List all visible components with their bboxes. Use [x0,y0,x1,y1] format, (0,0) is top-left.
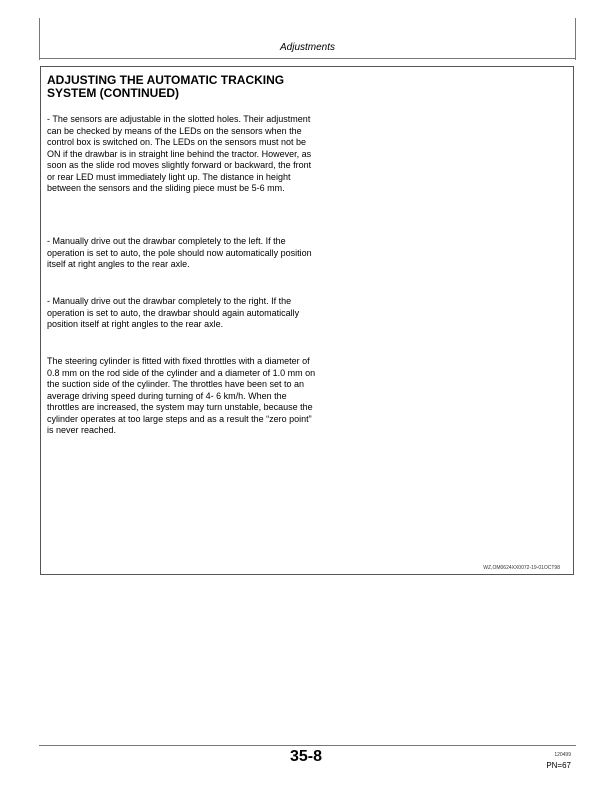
header-bottom-rule [39,58,576,59]
header-left-rule [39,18,40,60]
footer-pn: PN=67 [546,761,571,770]
running-header-title: Adjustments [279,42,336,53]
section-title: ADJUSTING THE AUTOMATIC TRACKING SYSTEM (CONTINUED) [47,73,285,100]
page-number: 35-8 [289,748,323,765]
footer-date-code: 120499 [554,752,571,758]
paragraph-drive-right: - Manually drive out the drawbar completely to the right. If the operation is set to auto, the drawbar should again automatically position itself at right angles to the rear axle. [47,296,300,329]
paragraph-steering-cylinder: The steering cylinder is fitted with fixed throttles with a diameter of 0.8 mm on the rod side of the cylinder and a diameter of 1.0 mm on the suction side of the cylinder. The throttles have been set to an average driving speed during turning of 4- 6 km/h. When the throttles are increased, the system may turn unstable, because the cylinder operates at too large steps and as a result the “zero point” is never reached. [47,356,316,435]
footer-rule [39,745,576,746]
header-right-rule [575,18,576,60]
paragraph-drive-left: - Manually drive out the drawbar completely to the left. If the operation is set to auto, the pole should now automatically position itself at right angles to the rear axle. [47,236,312,269]
paragraph-sensor-adjustment: - The sensors are adjustable in the slotted holes. Their adjustment can be checked by means of the LEDs on the sensors when the control box is switched on. The LEDs on the sensors must not be ON if the drawbar is in straight line behind the tractor. However, as soon as the slide rod moves slightly forward or backward, the front or rear LED must immediately light up. The distance in height between the sensors and the sliding piece must be 5-6 mm. [47,114,312,193]
document-code: WZ,OM0624XX0072-19-01OCT98 [483,565,560,571]
